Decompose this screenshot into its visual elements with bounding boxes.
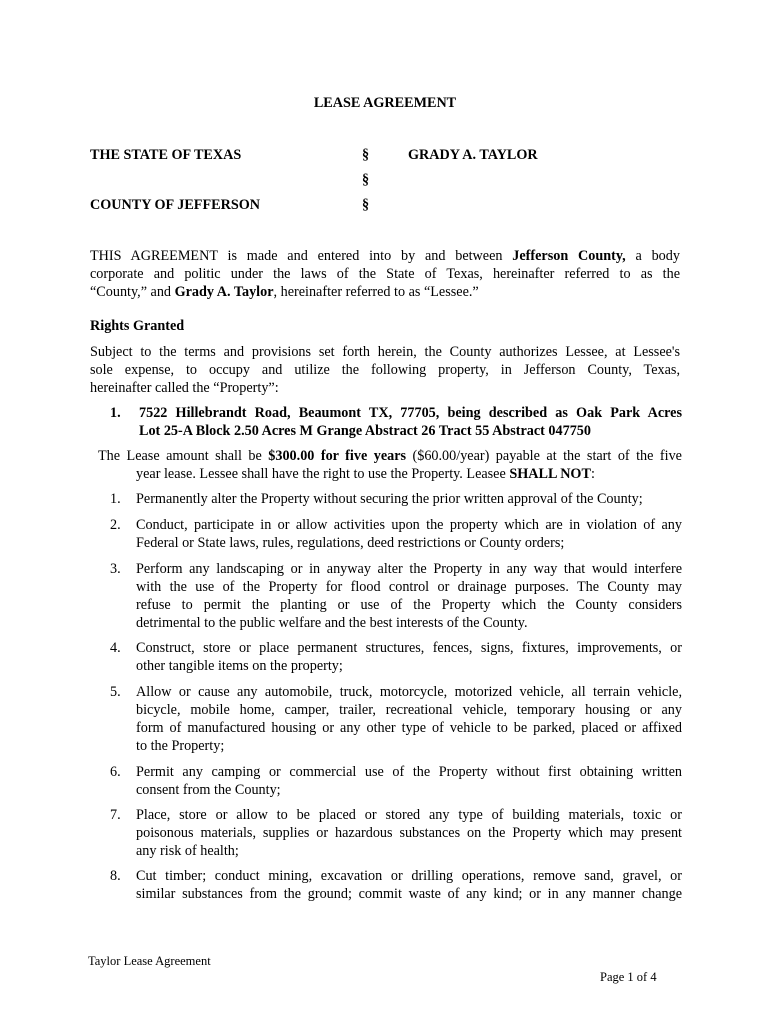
intro-line-2: corporate and politic under the laws of the State of Texas, hereinafter referred to as the xyxy=(90,266,680,282)
property-number: 1. xyxy=(110,405,121,421)
lessee-name: Grady A. Taylor xyxy=(174,284,274,300)
shall-not: SHALL NOT xyxy=(509,466,591,482)
rights-line-2: sole expense, to occupy and utilize the following property, in Jefferson County, Texas, xyxy=(90,362,680,378)
caption-row-3 xyxy=(90,196,690,214)
lease-terms xyxy=(98,447,682,483)
rights-line-1: Subject to the terms and provisions set forth herein, the County authorizes Lessee, at Lessee's xyxy=(90,344,680,360)
property-line-1: 7522 Hillebrandt Road, Beaumont TX, 77705, being described as Oak Park Acres xyxy=(139,405,682,421)
section-symbol: § xyxy=(362,197,370,213)
county-name: Jefferson County, xyxy=(512,248,626,264)
lease-amount: $300.00 for five years xyxy=(268,448,407,464)
lease-line-2: year lease. Lessee shall have the right to use the Property. Leasee SHALL NOT: xyxy=(136,466,595,482)
section-symbol: § xyxy=(362,172,370,188)
caption-county: COUNTY OF JEFFERSON xyxy=(90,197,260,213)
intro-line-3: “County,” and Grady A. Taylor, hereinafter referred to as “Lessee.” xyxy=(90,284,479,300)
footer-document-name: Taylor Lease Agreement xyxy=(88,954,211,968)
caption-row-1 xyxy=(90,146,690,164)
lease-line-1: The Lease amount shall be $300.00 for five years ($60.00/year) payable at the start of the five xyxy=(98,448,682,464)
intro-paragraph xyxy=(90,247,680,301)
property-text xyxy=(139,404,682,440)
document-title: LEASE AGREEMENT xyxy=(313,95,457,111)
intro-line-1: THIS AGREEMENT is made and entered into by and between Jefferson County, a body xyxy=(90,248,680,264)
rights-granted-heading: Rights Granted xyxy=(90,318,185,334)
document-page: LEASE AGREEMENT THE STATE OF TEXAS § GRADY A. TAYLOR § COUNTY OF JEFFERSON § THIS AGREEMENT is made and entered into by and between Jefferson County, a body corporate and politic under the laws of the State of Texas, hereinafter referred to as the “County,” and Grady A. Taylor, hereinafter referred to as “Lessee.” Rights Granted Subject to the terms and provisions set forth herein, the County authorizes Lessee, at Lessee's sole expense, to occupy and utilize the following property, in Jefferson County, Texas, hereinafter called the “Property”: 1. 7522 Hillebrandt Road, Beaumont TX, 77705, being described as Oak Park Acres Lot 25-A Block 2.50 Acres M Grange Abstract 26 Tract 55 Abstract 047750 The Lease amount shall be $300.00 for five years ($60.00/year) payable at the start of the five year lease. Lessee shall have the right to use the Property. Leasee SHALL NOT: 1. Permanently alter the Property without securing the prior written approval of the County; 2. Conduct, participate in or allow activities upon the property which are in violation of any Federal or State laws, rules, regulations, deed restrictions or County orders; 3. Perform any landscaping or in anyway alter the Property in any way that would interfere with the use of the Property for flood control or drainage purposes. The County may refuse to permit the planting or use of the Property which the County considers detrimental to the public welfare and the best interests of the County. 4. Construct, store or place permanent structures, fences, signs, fixtures, improvements, or other tangible items on the property; 5. Allow or cause any automobile, truck, motorcycle, motorized vehicle, all terrain vehicle, bicycle, mobile home, camper, trailer, recreational vehicle, temporary housing or any form of manufactured housing or any other type of vehicle to be parked, placed or affixed to the Property; 6. Permit any camping or commercial use of the Property without first obtaining written consent from the County; 7. Place, store or allow to be placed or stored any type of building materials, toxic or poisonous materials, supplies or hazardous substances on the Property which may present any risk of health; 8. Cut timber; conduct mining, excavation or drilling operations, remove sand, gravel, or similar substances from the ground; commit waste of any kind; or in any manner change Taylor Lease Agreement Page 1 of 4 xyxy=(0,0,770,1024)
section-symbol: § xyxy=(362,147,370,163)
caption-lessee-name: GRADY A. TAYLOR xyxy=(408,147,538,163)
footer-page-number: Page 1 of 4 xyxy=(600,970,657,984)
caption-state: THE STATE OF TEXAS xyxy=(90,147,242,163)
rights-paragraph xyxy=(90,343,680,397)
property-line-2: Lot 25-A Block 2.50 Acres M Grange Abstract 26 Tract 55 Abstract 047750 xyxy=(139,423,591,439)
rights-line-3: hereinafter called the “Property”: xyxy=(90,380,279,396)
caption-row-2 xyxy=(90,171,690,189)
